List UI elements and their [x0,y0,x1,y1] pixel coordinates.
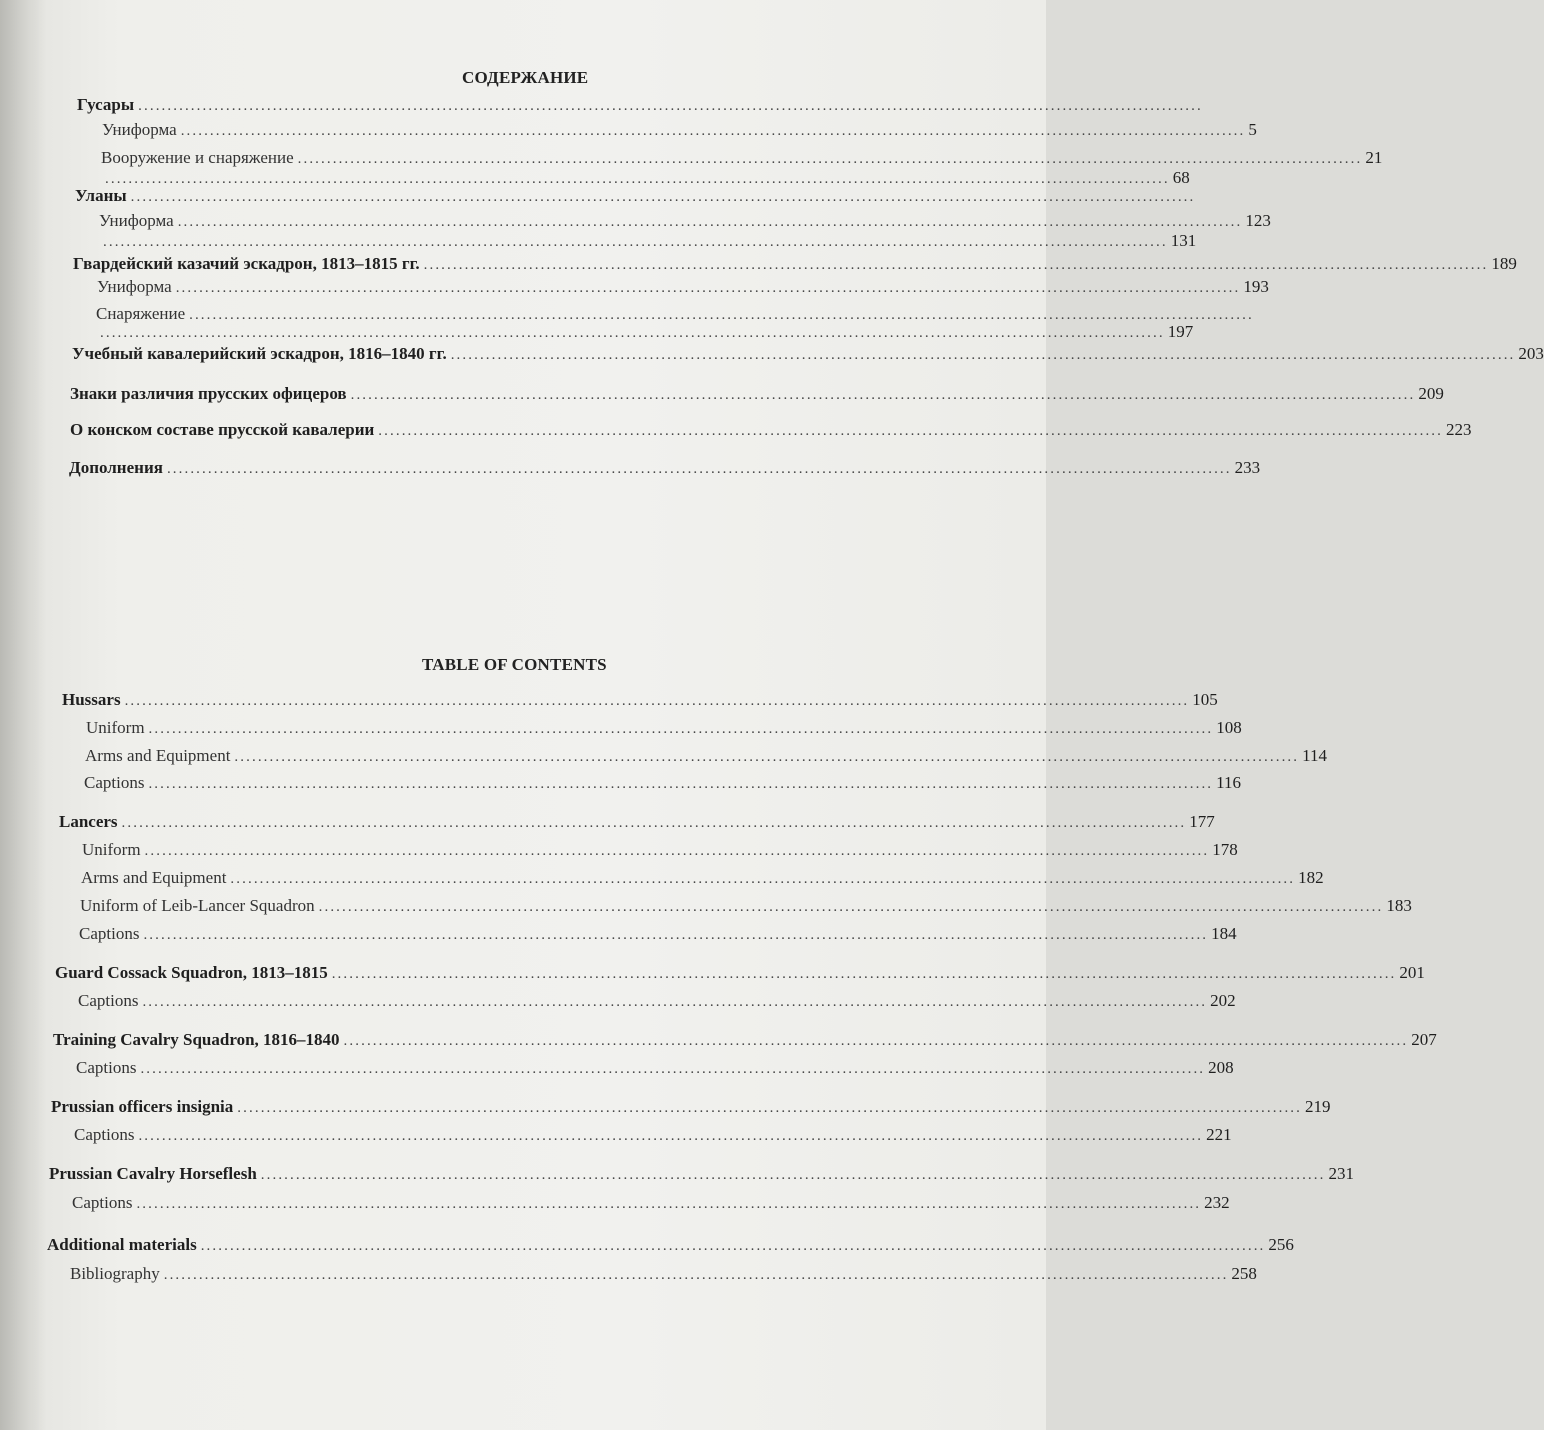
toc-entry [51,1097,1331,1123]
toc-entry [85,746,1327,772]
leader-dots: ...................................................................................................................................................................................... [124,693,1190,709]
toc-entry [70,1264,1257,1290]
leader-dots: ...................................................................................................................................................................................... [200,1238,1266,1254]
toc-entry [49,1164,1354,1190]
toc-entry-label: Uniform [86,718,145,737]
leader-dots: ...................................................................................................................................................................................... [143,927,1209,943]
toc-entry [70,384,1444,410]
toc-entry-label: Captions [72,1193,133,1212]
toc-entry-label: Prussian Cavalry Horseflesh [49,1164,257,1183]
toc-entry-label: Гусары [77,95,135,114]
toc-entry-page: 189 [1491,254,1517,273]
toc-entry-page: 183 [1386,896,1412,915]
toc-entry-label: Униформа [99,211,174,230]
toc-entry [76,1058,1234,1084]
toc-entry-page: 258 [1231,1264,1257,1283]
toc-entry-label: Снаряжение [96,304,186,323]
toc-entry [81,868,1324,894]
leader-dots: ...................................................................................................................................................................................... [180,123,1246,139]
toc-entry-page: 68 [1172,168,1190,187]
toc-entry-label: Captions [76,1058,137,1077]
toc-entry [55,963,1425,989]
toc-entry-label: Bibliography [70,1264,160,1283]
toc-entry [97,277,1269,303]
toc-entry-page: 209 [1418,384,1444,403]
leader-dots: ...................................................................................................................................................................................... [189,307,1254,323]
toc-entry-label: Arms and Equipment [81,868,227,887]
leader-dots: ...................................................................................................................................................................................... [237,1100,1302,1116]
toc-entry-label: Униформа [102,120,177,139]
leader-dots: ...................................................................................................................................................................................... [177,214,1243,230]
toc-entry-page: 108 [1216,718,1242,737]
leader-dots: ...................................................................................................................................................................................... [350,387,1416,403]
en-toc-heading: TABLE OF CONTENTS [422,655,607,674]
toc-entry-page: 219 [1305,1097,1331,1116]
toc-entry-page: 208 [1208,1058,1234,1077]
toc-entry-page: 197 [1167,322,1194,341]
toc-entry [80,896,1412,922]
leader-dots: ...................................................................................................................................................................................... [450,347,1516,363]
toc-entry [75,186,1196,212]
leader-dots: ...................................................................................................................................................................................... [378,423,1443,439]
ru-toc-heading: СОДЕРЖАНИЕ [462,68,589,87]
toc-entry-label: Lancers [59,812,118,831]
leader-dots: ...................................................................................................................................................................................... [230,871,1296,887]
leader-dots: ...................................................................................................................................................................................... [148,721,1214,737]
leader-dots: ...................................................................................................................................................................................... [234,749,1300,765]
toc-entry [102,120,1257,146]
toc-entry [84,773,1242,799]
toc-entry-page: 223 [1446,420,1472,439]
toc-entry [59,812,1215,838]
leader-dots: ...................................................................................................................................................................................... [138,1128,1204,1144]
toc-entry-page: 114 [1302,746,1327,765]
toc-entry-label: Знаки различия прусских офицеров [70,384,347,403]
toc-entry-page: 233 [1234,458,1261,477]
toc-entry-label: Hussars [62,690,121,709]
leader-dots: ...................................................................................................................................................................................... [297,151,1363,167]
toc-entry-page: 184 [1211,924,1237,943]
toc-entry-label: Uniform of Leib-Lancer Squadron [80,896,315,915]
toc-entry-page: 232 [1204,1193,1230,1212]
leader-dots: ...................................................................................................................................................................................... [148,776,1214,792]
toc-entry-label: Уланы [75,186,127,205]
toc-entry-label: Captions [84,773,145,792]
toc-entry-page: 116 [1216,773,1242,792]
toc-entry [72,1193,1230,1219]
toc-entry-label: Дополнения [69,458,163,477]
toc-entry [47,1235,1294,1261]
leader-dots: ...................................................................................................................................................................................... [130,189,1196,205]
toc-entry-page: 256 [1268,1235,1294,1254]
toc-entry-page: 221 [1206,1125,1232,1144]
toc-entry [82,840,1238,866]
toc-entry-label: Uniform [82,840,141,859]
toc-entry-label: О конском составе прусской кавалерии [70,420,375,439]
toc-entry-label: Guard Cossack Squadron, 1813–1815 [55,963,328,982]
toc-entry-label: Prussian officers insignia [51,1097,234,1116]
toc-entry-label: Гвардейский казачий эскадрон, 1813–1815 гг. [73,254,420,273]
toc-entry-page: 182 [1298,868,1324,887]
toc-entry-page: 193 [1243,277,1269,296]
leader-dots: ...................................................................................................................................................................................... [138,98,1203,114]
leader-dots: ...................................................................................................................................................................................... [331,966,1397,982]
leader-dots: ...................................................................................................................................................................................... [175,280,1241,296]
leader-dots: ...................................................................................................................................................................................... [100,325,1165,341]
leader-dots: ...................................................................................................................................................................................... [136,1196,1202,1212]
toc-entry-label: Captions [74,1125,135,1144]
toc-entry-page: 231 [1328,1164,1354,1183]
leader-dots: ...................................................................................................................................................................................... [121,815,1187,831]
toc-entry-label: Вооружение и снаряжение [101,148,294,167]
book-spine-shadow [0,0,46,1430]
toc-entry-page: 207 [1411,1030,1437,1049]
toc-entry-page: 202 [1210,991,1236,1010]
toc-entry [53,1030,1437,1056]
toc-entry-page: 203 [1518,344,1544,363]
toc-entry [77,95,1203,121]
toc-entry-label: Arms and Equipment [85,746,231,765]
leader-dots: ...................................................................................................................................................................................... [260,1167,1326,1183]
leader-dots: ...................................................................................................................................................................................... [318,899,1384,915]
toc-entry-page: 21 [1365,148,1383,167]
toc-entry-page: 123 [1245,211,1271,230]
toc-entry-page: 201 [1399,963,1425,982]
leader-dots: ...................................................................................................................................................................................... [166,461,1232,477]
toc-entry-label: Additional materials [47,1235,197,1254]
leader-dots: ...................................................................................................................................................................................... [144,843,1210,859]
toc-entry [72,344,1544,370]
toc-entry-page: 5 [1248,120,1257,139]
toc-entry [69,458,1261,484]
toc-entry [78,991,1236,1017]
leader-dots: ...................................................................................................................................................................................... [423,257,1489,273]
leader-dots: ...................................................................................................................................................................................... [163,1267,1229,1283]
leader-dots: ...................................................................................................................................................................................... [140,1061,1206,1077]
leader-dots: ...................................................................................................................................................................................... [103,234,1168,250]
toc-entry [70,420,1472,446]
toc-entry-page: 177 [1189,812,1215,831]
toc-entry-label: Captions [79,924,140,943]
toc-entry-label: Учебный кавалерийский эскадрон, 1816–1840 гг. [72,344,447,363]
toc-entry [62,690,1218,716]
toc-entry-label: Captions [78,991,139,1010]
toc-entry [86,718,1242,744]
toc-entry-page: 178 [1212,840,1238,859]
toc-entry-label: Униформа [97,277,172,296]
leader-dots: ...................................................................................................................................................................................... [105,171,1170,187]
leader-dots: ...................................................................................................................................................................................... [343,1033,1409,1049]
toc-entry-page: 131 [1170,231,1197,250]
leader-dots: ...................................................................................................................................................................................... [142,994,1208,1010]
toc-entry-page: 105 [1192,690,1218,709]
toc-entry-label: Training Cavalry Squadron, 1816–1840 [53,1030,340,1049]
toc-entry [79,924,1237,950]
toc-entry [74,1125,1232,1151]
